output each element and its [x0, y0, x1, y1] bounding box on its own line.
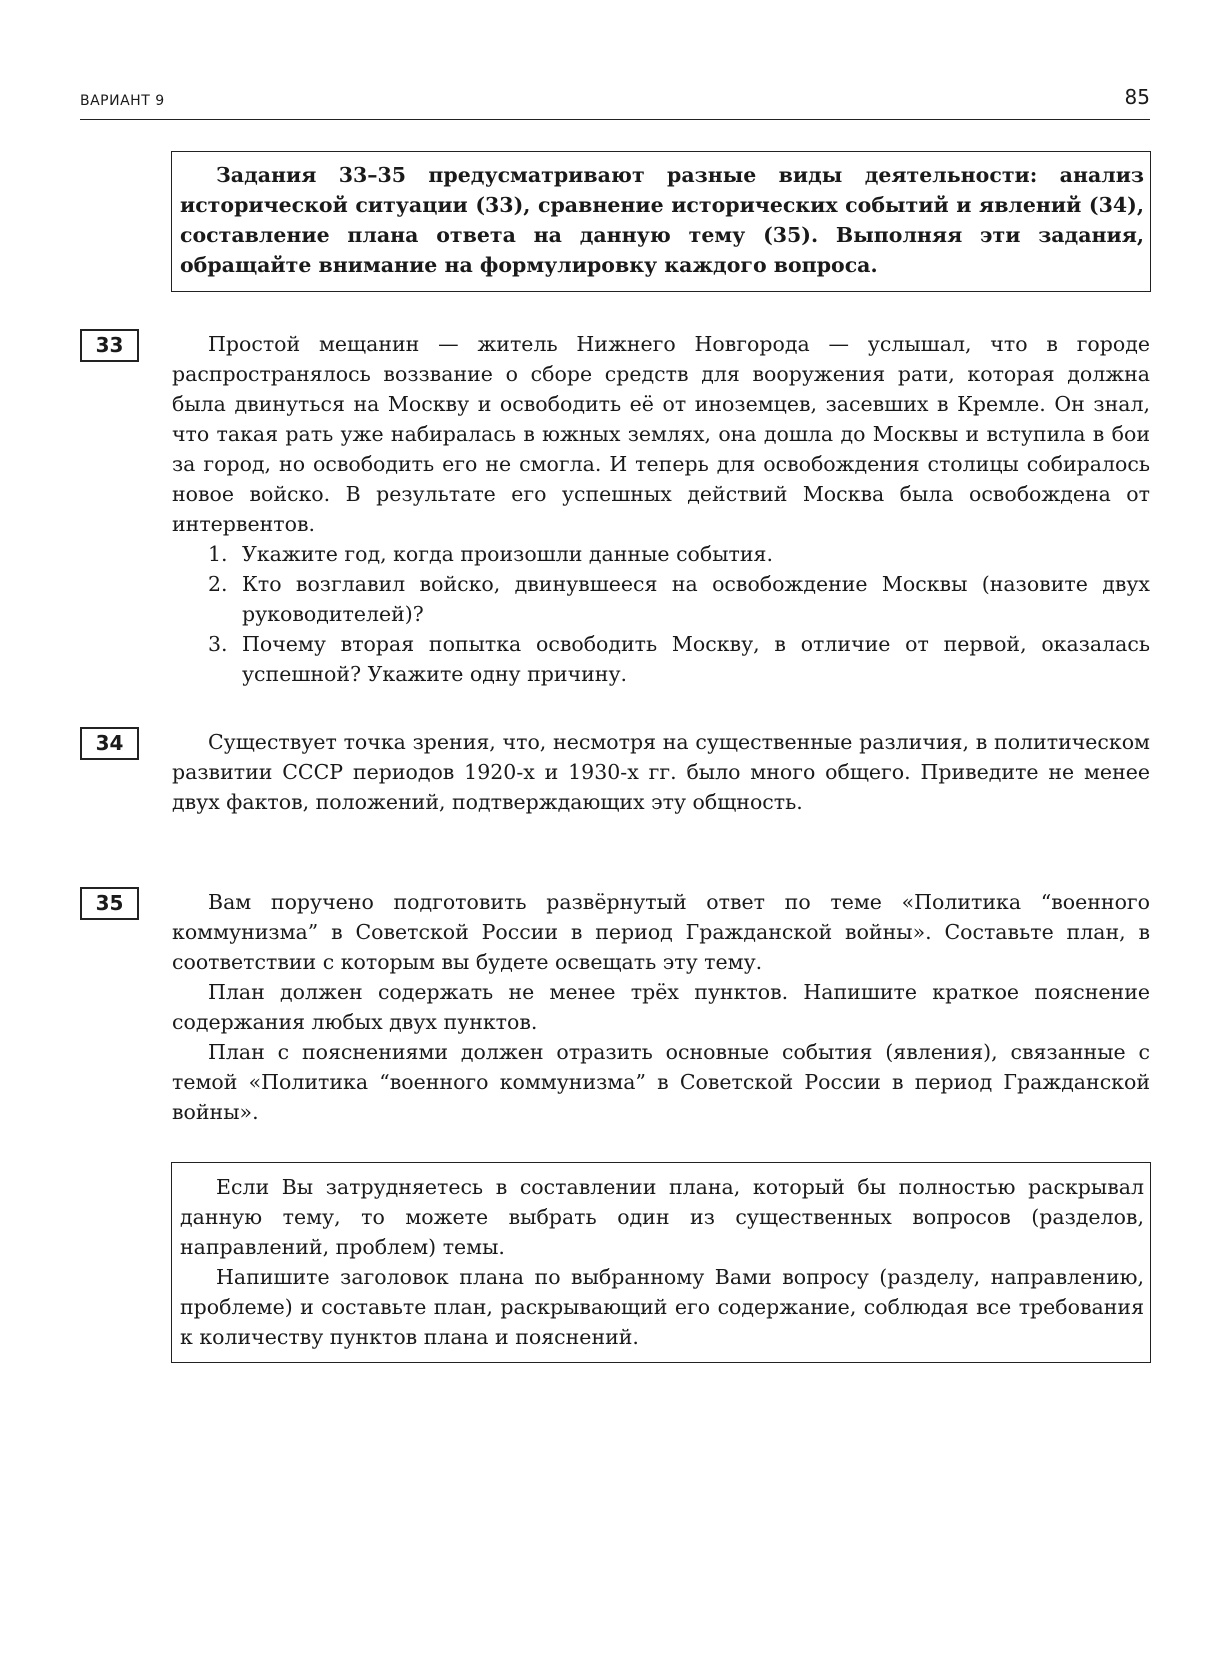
- task-33-question-3: [208, 629, 1150, 689]
- hint-text-1: Если Вы затрудняетесь в составлении плана, который бы полностью раскрывал данную тему, то можете выбрать один из существенных вопросов (разделов, направлений, проблем) темы.: [180, 1175, 1144, 1259]
- question-number: 2.: [208, 572, 228, 596]
- task-34: [172, 727, 1150, 817]
- question-number: 3.: [208, 632, 228, 656]
- instructions-text: Задания 33–35 предусматривают разные виды деятельности: анализ исторической ситуации (33), сравнение исторических событий и явлений (34), составление плана ответа на данную тему (35). Выполняя эти задания, обращайте внимание на формулировку каждого вопроса.: [180, 163, 1144, 277]
- hint-box: [171, 1162, 1151, 1363]
- task-35: [172, 887, 1150, 1127]
- task-33: [172, 329, 1150, 689]
- page-header: [80, 80, 1150, 120]
- task-35-text-3: План с пояснениями должен отразить основные события (явления), связанные с темой «Политика “военного коммунизма” в Советской России в период Гражданской войны».: [172, 1040, 1150, 1124]
- question-text: Почему вторая попытка освободить Москву, в отличие от первой, оказалась успешной? Укажите одну причину.: [242, 632, 1150, 686]
- question-text: Укажите год, когда произошли данные события.: [242, 542, 773, 566]
- page-number: 85: [1124, 85, 1150, 109]
- variant-label: ВАРИАНТ 9: [80, 93, 165, 109]
- task-33-text: Простой мещанин — житель Нижнего Новгорода — услышал, что в городе распространялось воззвание о сборе средств для вооружения рати, которая должна была двинуться на Москву и освободить её от иноземцев, засевших в Кремле. Он знал, что такая рать уже набиралась в южных землях, она дошла до Москвы и вступила в бои за город, но освободить его не смогла. И теперь для освобождения столицы собиралось новое войско. В результате его успешных действий Москва была освобождена от интервентов.: [172, 332, 1150, 536]
- task-number-34: 34: [80, 727, 139, 760]
- question-number: 1.: [208, 542, 228, 566]
- task-33-questions: [172, 539, 1150, 689]
- hint-text-2: Напишите заголовок плана по выбранному Вами вопросу (разделу, направлению, проблеме) и составьте план, раскрывающий его содержание, соблюдая все требования к количеству пунктов плана и пояснений.: [180, 1265, 1144, 1349]
- instructions-box: [171, 151, 1151, 292]
- task-35-text-2: План должен содержать не менее трёх пунктов. Напишите краткое пояснение содержания любых двух пунктов.: [172, 980, 1150, 1034]
- task-33-question-1: [208, 539, 1150, 569]
- task-number-33: 33: [80, 329, 139, 362]
- question-text: Кто возглавил войско, двинувшееся на освобождение Москвы (назовите двух руководителей)?: [242, 572, 1150, 626]
- task-33-question-2: [208, 569, 1150, 629]
- task-35-text-1: Вам поручено подготовить развёрнутый ответ по теме «Политика “военного коммунизма” в Советской России в период Гражданской войны». Составьте план, в соответствии с которым вы будете освещать эту тему.: [172, 890, 1150, 974]
- task-34-text: Существует точка зрения, что, несмотря на существенные различия, в политическом развитии СССР периодов 1920-х и 1930-х гг. было много общего. Приведите не менее двух фактов, положений, подтверждающих эту общность.: [172, 730, 1150, 814]
- task-number-35: 35: [80, 887, 139, 920]
